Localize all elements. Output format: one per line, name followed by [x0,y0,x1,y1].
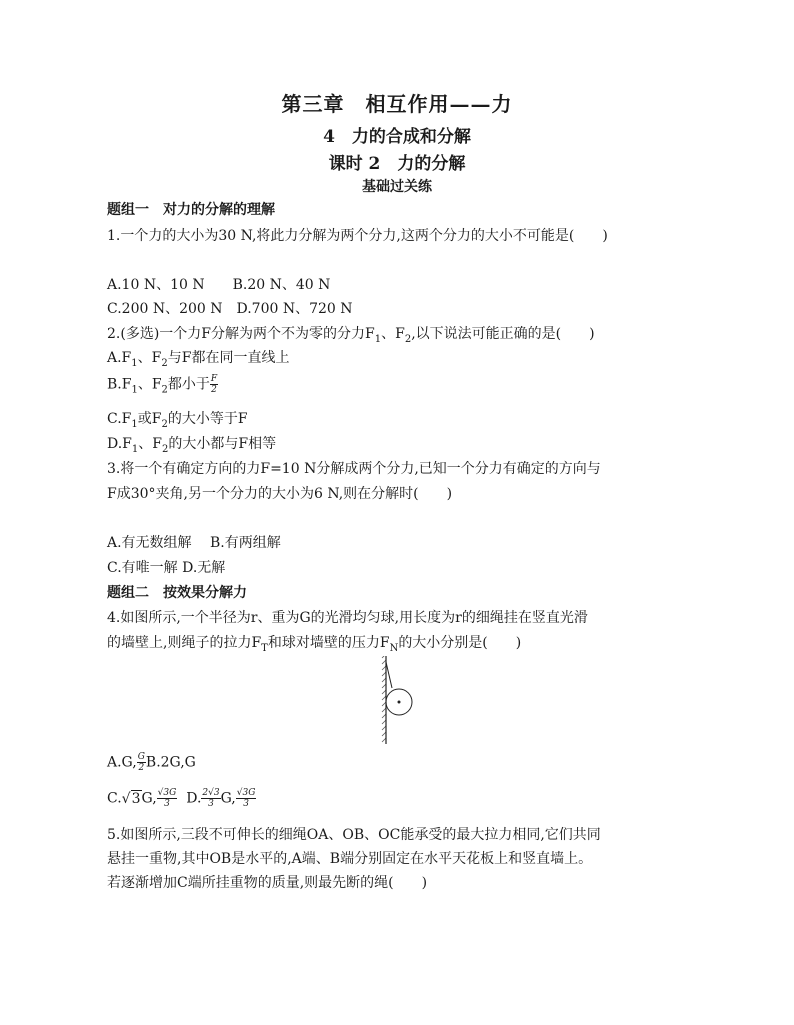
group1-title: 题组一 对力的分解的理解 [107,202,275,218]
q1-options-row1: A.10 N、10 N B.20 N、40 N [107,277,331,293]
q3-options-row2: C.有唯一解 D.无解 [107,560,226,576]
q3-line1: 3.将一个有确定方向的力F=10 N分解成两个分力,已知一个分力有确定的方向与 [107,461,601,477]
fraction-2sqrt3-over-3: $\frac{2√3}{3}$ [202,788,220,809]
lesson-title: 课时 2 力的分解 [328,154,466,174]
fraction-sqrt3g-over-3-d: $\frac{√3G}{3}$ [236,788,256,809]
wall-hatch [382,656,386,742]
q5-line2: 悬挂一重物,其中OB是水平的,A端、B端分别固定在水平天花板上和竖直墙上。 [107,851,593,867]
q2-stem: 2.(多选)一个力F分解为两个不为零的分力$F_1$、$F_2$,以下说法可能正确的是( ) [107,326,595,345]
q1-stem: 1.一个力的大小为30 N,将此力分解为两个分力,这两个分力的大小不可能是( ) [107,228,608,244]
practice-title: 基础过关练 [362,179,432,195]
q2-option-a: $A.F_1$、$F_2$与F都在同一直线上 [107,350,290,369]
q5-line1: 5.如图所示,三段不可伸长的细绳OA、OB、OC能承受的最大拉力相同,它们共同 [107,827,601,843]
q2-option-b: $B.F_1$、$F_2$都小于 $\frac{F}{2}$ [107,374,218,396]
q3-options-row1: A.有无数组解 B.有两组解 [107,535,281,551]
q4-options-row1: A.G, $\frac{G}{2}$ B.2G,G [107,752,196,773]
q4-line2: 的墙壁上,则绳子的拉力$F_T$和球对墙壁的压力$F_N$的大小分别是( ) [107,635,522,654]
sqrt-3: √3 [121,790,141,807]
ball-center-dot [398,701,401,704]
fraction-f-over-2: $\frac{F}{2}$ [210,374,218,395]
chapter-title: 第三章 相互作用——力 [281,92,513,116]
q3-line2: F成30°夹角,另一个分力的大小为6 N,则在分解时( ) [107,486,453,502]
q4-line1: 4.如图所示,一个半径为r、重为G的光滑均匀球,用长度为r的细绳挂在竖直光滑 [107,610,588,626]
rope-line [386,662,392,688]
fraction-sqrt3g-over-3-c: $\frac{√3G}{3}$ [157,788,177,809]
fraction-g-over-2: $\frac{G}{2}$ [137,752,145,773]
q2-option-c: $C.F_1$或$F_2$的大小等于F [107,411,248,430]
q2-option-d: $D.F_1$、$F_2$的大小都与F相等 [107,436,277,455]
q5-line3: 若逐渐增加C端所挂重物的质量,则最先断的绳( ) [107,875,428,891]
q4-options-row2: C.√3G, $\frac{√3G}{3}$ D. $\frac{2√3}{3}$ G, $\frac{√3G}{3}$ [107,788,256,809]
group2-title: 题组二 按效果分解力 [107,585,247,601]
ball-on-wall-figure [372,656,422,744]
section-title: 4 力的合成和分解 [323,127,471,147]
q1-options-row2: C.200 N、200 N D.700 N、720 N [107,301,353,317]
